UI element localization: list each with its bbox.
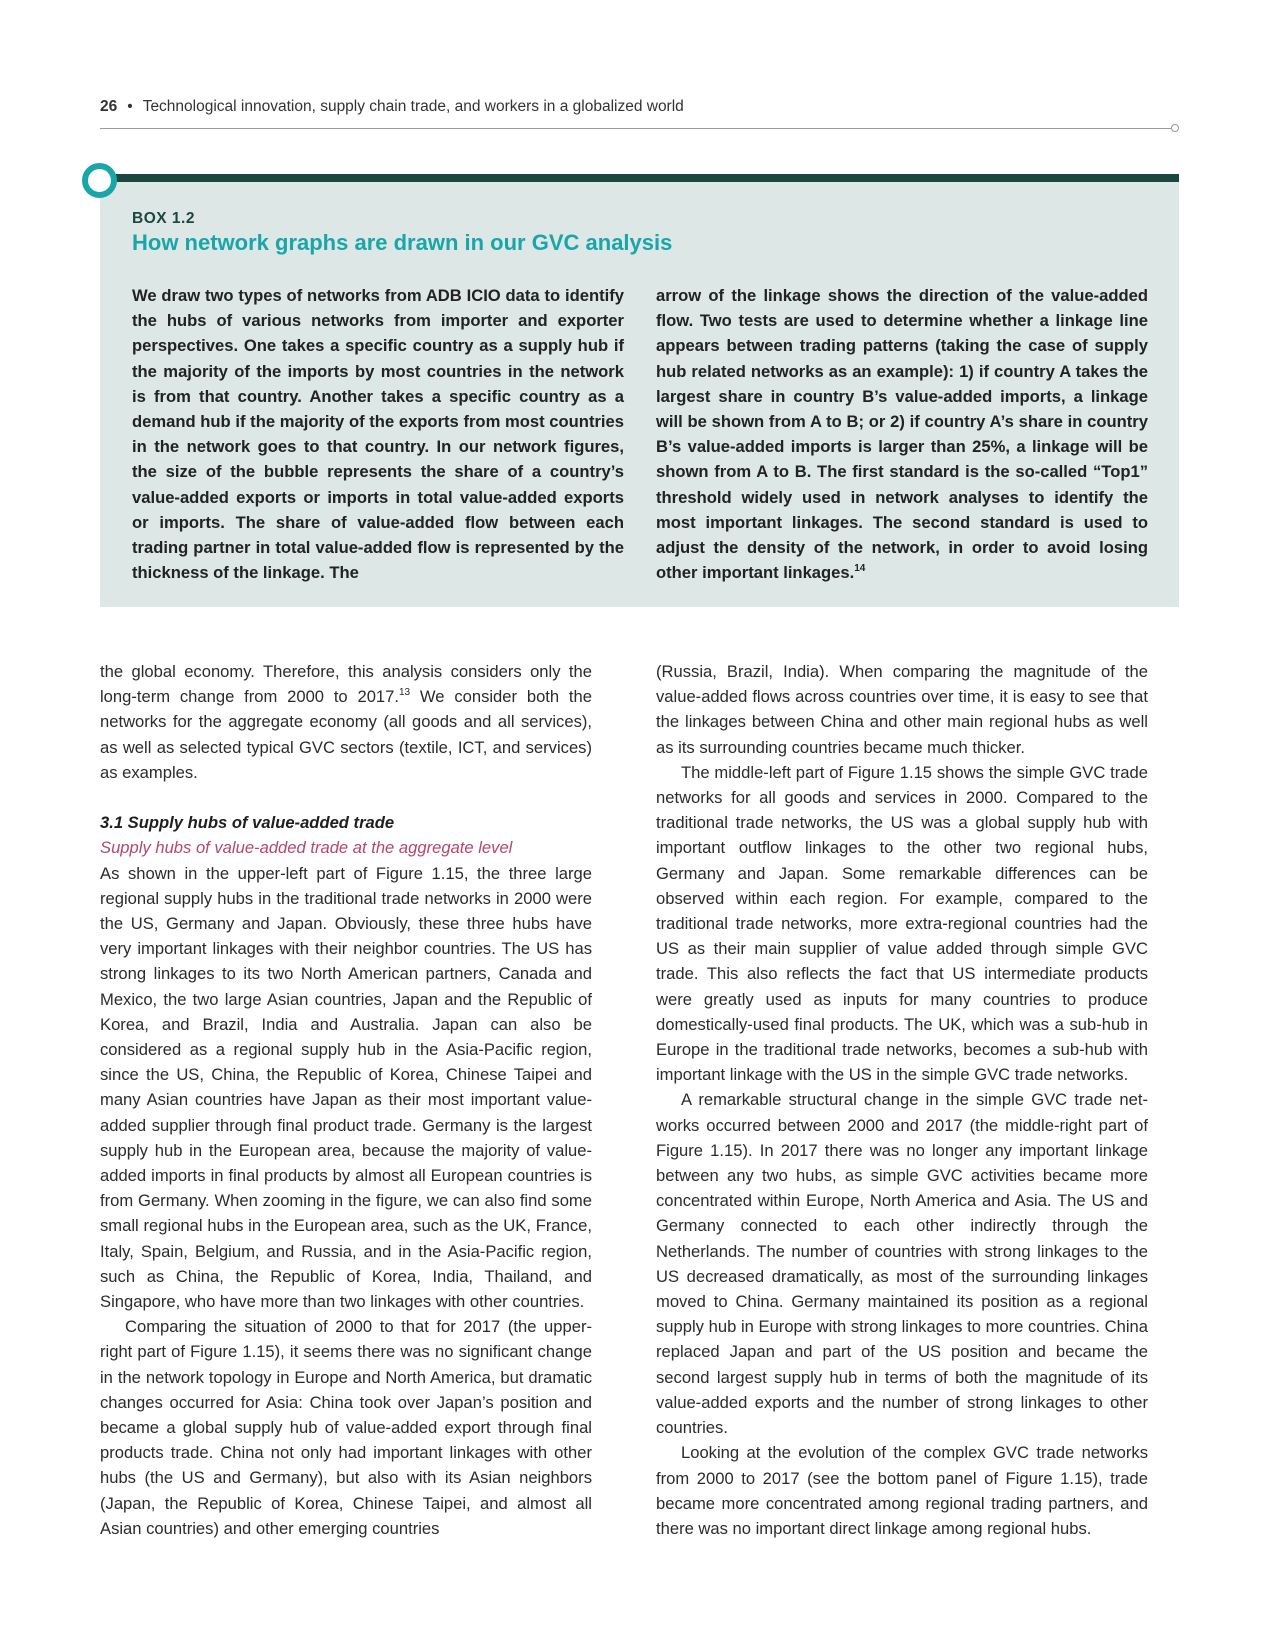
box-left-text: We draw two types of networks from ADB ICIO data to identify the hubs of various networks from importer and exporter perspectives. One takes a specific country as a supply hub if the majority of the imports by most countries in the network is from that country. Another takes a specific country as a demand hub if the majority of the exports from most countries in the network goes to that country. In our network figures, the size of the bubble represents the share of a country’s value-added exports or imports in total value-added exports or imports. The share of value-added flow between each trading partner in total value-added flow is represented by the thickness of the linkage. The [132,286,624,583]
box-right-text: arrow of the linkage shows the direction of the value-added flow. Two tests are used to determine whether a linkage line appears between trading patterns (taking the case of supply hub related networks as an example): 1) if country A takes the largest share in country B’s value-added imports, a linkage will be shown from A to B; or 2) if country A’s share in country B’s value-added imports is larger than 25%, a linkage will be shown from A to B. The first standard is the so-called “Top1” threshold widely used in network analyses to identify the most important linkages. The second standard is used to adjust the density of the network, in order to avoid losing other important linkages. [656,286,1148,583]
body-paragraph [100,659,592,785]
page-number: 26 [100,98,118,115]
body-paragraph: A remarkable structural change in the simple GVC trade networks occurred between 2000 and 2017 (the middle-right part of Figure 1.15). In 2017 there was no longer any important linkage between any two hubs, as simple GVC activities became more concentrated within Europe, North America and Asia. The US and Germany connected to each other indirectly through the Netherlands. The number of countries with strong linkages to the US decreased dramatically, as most of the surrounding linkages moved to China. Germany maintained its position as a regional supply hub in Europe with strong linkages to more countries. China replaced Japan and part of the US position and became the second largest supply hub in terms of both the magnitude of its value-added exports and the number of strong linkages to other countries. [656,1090,1148,1438]
body-text: We consider both the networks for the aggregate economy (all goods and all services), as well as selected typical GVC sectors (textile, ICT, and services) as examples. [100,687,592,782]
body-text: the global economy. Therefore, this analysis considers only the long-term change from 2000 to 2017. [100,662,592,707]
body-paragraph: The middle-left part of Figure 1.15 shows the simple GVC trade networks for all goods and services in 2000. Compared to the traditional trade networks, the US was a global supply hub with important outflow linkages to the other two regional hubs, Germany and Japan. Some remarkable differences can be observed within each region. For example, compared to the traditional trade networks, more extra-regional countries had the US as their main supplier of value added through simple GVC trade. This also reflects the fact that US intermediate products were greatly used as inputs for many countries to produce domestically-used final products. The UK, which was a sub-hub in Europe in the traditional trade networks, becomes a sub-hub with important linkage with the US in the simple GVC trade networks. [656,762,1148,1085]
running-title: Technological innovation, supply chain trade, and workers in a globalized world [142,98,684,115]
header-rule [100,128,1173,129]
footnote-ref-13: 13 [399,686,411,698]
box-circle-icon [82,163,117,198]
body-right-column [656,659,1148,1541]
box-top-bar [100,174,1179,182]
box-right-column [656,283,1148,585]
body-paragraph: Comparing the situation of 2000 to that for 2017 (the upper-right part of Figure 1.15), it seems there was no significant change in the network topology in Europe and North America, but dramatic changes occurred for Asia: China took over Japan’s position and became a global supply hub of value-added export through final products trade. China not only had important linkages with other hubs (the US and Germany), but also with its Asian neighbors (Japan, the Republic of Korea, Chinese Taipei, and almost all Asian countries) and other emerging countries [100,1317,592,1538]
header-bullet: • [127,98,133,115]
body-paragraph: (Russia, Brazil, India). When comparing the magnitude of the value-added flows across countries over time, it is easy to see that the linkages between China and other main regional hubs as well as its surrounding countries became much thicker. [656,662,1148,757]
box-label: BOX 1.2 [132,210,195,227]
header-rule-end-circle [1171,124,1179,132]
body-left-column [100,659,592,1541]
body-paragraph: As shown in the upper-left part of Figure 1.15, the three large regional supply hubs in the traditional trade networks in 2000 were the US, Germany and Japan. Obviously, these three hubs have very important linkages with their neighbor countries. The US has strong linkages to its two North American partners, Canada and Mexico, the two large Asian countries, Japan and the Republic of Korea, and Brazil, India and Australia. Japan can also be considered as a regional supply hub in the Asia-Pacific region, since the US, China, the Republic of Korea, Chinese Taipei and many Asian countries have Japan as their most important value-added supplier through final product trade. Germany is the largest supply hub in the European area, because the majority of value-added imports in final products by almost all European countries is from Germany. When zooming in the figure, we can also find some small regional hubs in the European area, such as the UK, France, Italy, Spain, Belgium, and Russia, and in the Asia-Pacific region, such as China, the Republic of Korea, India, Thailand, and Singapore, who have more than two linkages with other countries. [100,863,592,1312]
box-left-column [132,283,624,585]
box-title: How network graphs are drawn in our GVC analysis [132,230,673,255]
body-paragraph: Looking at the evolution of the complex GVC trade networks from 2000 to 2017 (see the bottom panel of Figure 1.15), trade became more concentrated among regional trading partners, and there was no important direct linkage among regional hubs. [656,1443,1148,1538]
section-title: 3.1 Supply hubs of value-added trade [100,813,395,833]
running-header [100,98,1180,122]
footnote-ref-14: 14 [854,562,866,574]
subsection-title: Supply hubs of value-added trade at the aggregate level [100,838,513,858]
